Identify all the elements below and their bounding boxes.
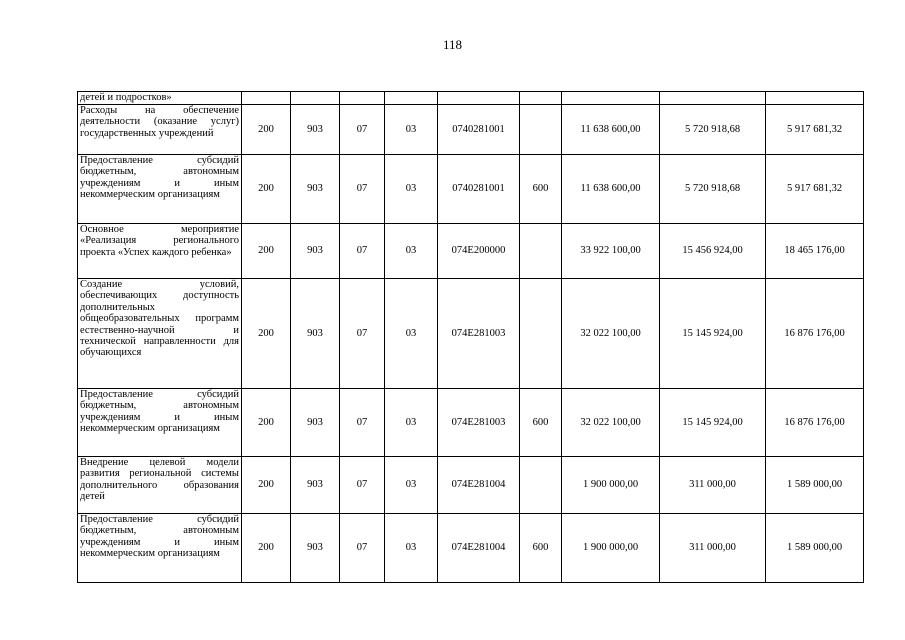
table-row — [78, 105, 864, 155]
cell-amount — [660, 92, 766, 105]
cell-code: 03 — [385, 514, 438, 583]
cell-code: 03 — [385, 105, 438, 155]
table-row — [78, 389, 864, 457]
cell-code: 600 — [520, 155, 562, 224]
cell-code: 074E281003 — [438, 389, 520, 457]
cell-code: 903 — [291, 105, 340, 155]
cell-code — [438, 92, 520, 105]
cell-code: 07 — [340, 224, 385, 279]
cell-amount: 11 638 600,00 — [562, 105, 660, 155]
cell-code: 03 — [385, 224, 438, 279]
cell-amount: 32 022 100,00 — [562, 389, 660, 457]
cell-code — [520, 457, 562, 514]
cell-amount: 1 589 000,00 — [766, 457, 864, 514]
cell-code: 074E200000 — [438, 224, 520, 279]
cell-code: 0740281001 — [438, 155, 520, 224]
cell-code: 07 — [340, 155, 385, 224]
cell-code — [520, 279, 562, 389]
cell-code: 03 — [385, 389, 438, 457]
table-row — [78, 155, 864, 224]
cell-code — [242, 92, 291, 105]
page-number: 118 — [442, 37, 463, 52]
row-name: Расходы на обеспечение деятельности (оказание услуг) государственных учреждений — [78, 105, 242, 155]
cell-code: 07 — [340, 279, 385, 389]
row-name: Предоставление субсидий бюджетным, автономным учреждениям и иным некоммерческим организациям — [78, 155, 242, 224]
row-name: Предоставление субсидий бюджетным, автономным учреждениям и иным некоммерческим организациям — [78, 514, 242, 583]
cell-code: 600 — [520, 389, 562, 457]
cell-amount: 5 720 918,68 — [660, 105, 766, 155]
table-row — [78, 279, 864, 389]
cell-code: 03 — [385, 279, 438, 389]
cell-amount: 1 589 000,00 — [766, 514, 864, 583]
cell-code — [385, 92, 438, 105]
cell-code — [340, 92, 385, 105]
cell-code: 200 — [242, 457, 291, 514]
cell-code: 200 — [242, 105, 291, 155]
cell-amount: 5 720 918,68 — [660, 155, 766, 224]
row-name: Создание условий, обеспечивающих доступность дополнительных общеобразовательных программ естественно-научной и технической направленности для обучающихся — [78, 279, 242, 389]
cell-code: 07 — [340, 457, 385, 514]
table-row — [78, 224, 864, 279]
cell-code: 200 — [242, 279, 291, 389]
cell-code: 903 — [291, 224, 340, 279]
cell-amount: 11 638 600,00 — [562, 155, 660, 224]
cell-code: 903 — [291, 457, 340, 514]
cell-amount — [766, 92, 864, 105]
cell-amount: 311 000,00 — [660, 457, 766, 514]
table-row — [78, 514, 864, 583]
cell-amount: 15 145 924,00 — [660, 389, 766, 457]
cell-code: 903 — [291, 389, 340, 457]
cell-amount: 311 000,00 — [660, 514, 766, 583]
table-row — [78, 457, 864, 514]
cell-amount: 33 922 100,00 — [562, 224, 660, 279]
cell-code: 07 — [340, 389, 385, 457]
cell-code: 0740281001 — [438, 105, 520, 155]
cell-code — [291, 92, 340, 105]
row-name: Основное мероприятие «Реализация регионального проекта «Успех каждого ребенка» — [78, 224, 242, 279]
cell-code — [520, 224, 562, 279]
cell-code: 200 — [242, 224, 291, 279]
cell-code: 903 — [291, 279, 340, 389]
cell-code: 600 — [520, 514, 562, 583]
budget-table — [77, 91, 864, 583]
cell-amount: 32 022 100,00 — [562, 279, 660, 389]
cell-code: 074E281004 — [438, 514, 520, 583]
cell-code: 200 — [242, 389, 291, 457]
cell-code: 03 — [385, 155, 438, 224]
cell-amount: 5 917 681,32 — [766, 155, 864, 224]
cell-amount: 5 917 681,32 — [766, 105, 864, 155]
cell-code: 074E281003 — [438, 279, 520, 389]
cell-amount: 15 145 924,00 — [660, 279, 766, 389]
cell-amount: 1 900 000,00 — [562, 457, 660, 514]
cell-code: 903 — [291, 155, 340, 224]
cell-code: 074E281004 — [438, 457, 520, 514]
cell-amount: 18 465 176,00 — [766, 224, 864, 279]
row-name: Внедрение целевой модели развития региональной системы дополнительного образования детей — [78, 457, 242, 514]
cell-code: 07 — [340, 514, 385, 583]
row-name: детей и подростков» — [78, 92, 242, 105]
cell-amount — [562, 92, 660, 105]
row-name: Предоставление субсидий бюджетным, автономным учреждениям и иным некоммерческим организациям — [78, 389, 242, 457]
cell-amount: 1 900 000,00 — [562, 514, 660, 583]
cell-code: 200 — [242, 514, 291, 583]
table-row — [78, 92, 864, 105]
cell-amount: 15 456 924,00 — [660, 224, 766, 279]
cell-code: 03 — [385, 457, 438, 514]
cell-code: 200 — [242, 155, 291, 224]
cell-code: 07 — [340, 105, 385, 155]
cell-code: 903 — [291, 514, 340, 583]
cell-code — [520, 105, 562, 155]
cell-amount: 16 876 176,00 — [766, 279, 864, 389]
cell-amount: 16 876 176,00 — [766, 389, 864, 457]
cell-code — [520, 92, 562, 105]
